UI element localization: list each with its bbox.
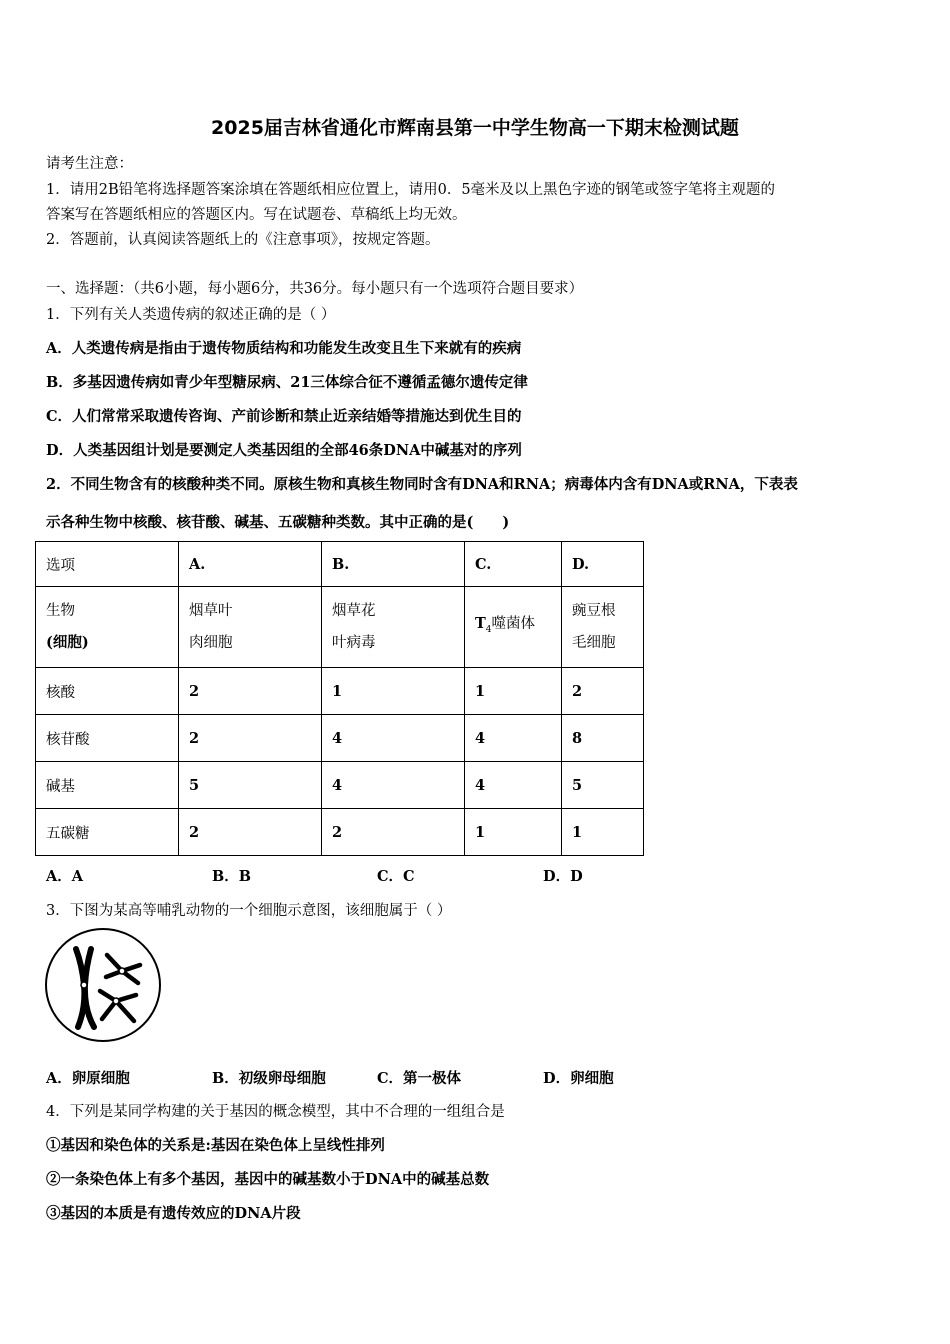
organism-label-line: 生物	[46, 603, 75, 619]
table-row	[36, 809, 644, 856]
table-cell: 2	[322, 809, 465, 856]
row-label: 核酸	[36, 668, 179, 715]
q3-option-b: B．初级卵母细胞	[212, 1070, 326, 1087]
notice-item-1-line-2: 答案写在答题纸相应的答题区内。写在试题卷、草稿纸上均无效。	[46, 207, 467, 223]
notice-item-2: 2．答题前，认真阅读答题纸上的《注意事项》，按规定答题。	[46, 232, 440, 248]
organism-text: 噬菌体	[491, 616, 536, 633]
q3-option-c: C．第一极体	[377, 1070, 462, 1087]
table-cell	[322, 587, 465, 668]
section-heading: 一、选择题：（共6小题，每小题6分，共36分。每小题只有一个选项符合题目要求）	[46, 281, 584, 297]
table-cell: 1	[322, 668, 465, 715]
table-row	[36, 587, 644, 668]
page-title: 2025届吉林省通化市辉南县第一中学生物高一下期末检测试题	[211, 117, 739, 139]
organism-text: T	[475, 615, 486, 633]
chromosome-small-upper	[106, 955, 140, 983]
table-cell: 4	[465, 715, 562, 762]
table-header-row	[36, 542, 644, 587]
table-header-cell: B.	[322, 542, 465, 587]
table-cell: 2	[179, 715, 322, 762]
table-row	[36, 668, 644, 715]
chromosome-small-lower	[100, 991, 136, 1021]
q4-stem: 4．下列是某同学构建的关于基因的概念模型，其中不合理的一组组合是	[46, 1104, 505, 1120]
cell-diagram	[44, 927, 164, 1045]
table-header-cell: D.	[562, 542, 644, 587]
q4-item-1: ①基因和染色体的关系是:基因在染色体上呈线性排列	[46, 1137, 385, 1154]
q1-stem: 1．下列有关人类遗传病的叙述正确的是（ ）	[46, 307, 336, 323]
table-cell: 1	[465, 668, 562, 715]
organism-line: 豌豆根	[572, 603, 616, 619]
q2-option-c: C．C	[377, 868, 415, 885]
organism-line: 毛细胞	[572, 635, 616, 651]
table-cell: 4	[322, 715, 465, 762]
table-cell: 4	[322, 762, 465, 809]
q2-option-a: A．A	[46, 868, 84, 885]
table-cell	[562, 587, 644, 668]
q2-stem-line-2: 示各种生物中核酸、核苷酸、碱基、五碳糖种类数。其中正确的是( )	[46, 514, 510, 531]
organism-subscript: 4	[485, 624, 492, 635]
row-label: 碱基	[36, 762, 179, 809]
centromere	[81, 982, 87, 988]
q3-stem: 3．下图为某高等哺乳动物的一个细胞示意图，该细胞属于（ ）	[46, 903, 452, 919]
q1-option-b: B．多基因遗传病如青少年型糖尿病、21三体综合征不遵循孟德尔遗传定律	[46, 374, 528, 391]
q1-option-d: D．人类基因组计划是要测定人类基因组的全部46条DNA中碱基对的序列	[46, 442, 522, 459]
table-cell: 5	[562, 762, 644, 809]
table-row	[36, 715, 644, 762]
q2-table	[35, 541, 644, 856]
row-label: 核苷酸	[36, 715, 179, 762]
table-header-cell: 选项	[36, 542, 179, 587]
notice-heading: 请考生注意：	[46, 156, 133, 172]
table-cell: 5	[179, 762, 322, 809]
notice-item-1-line-1: 1．请用2B铅笔将选择题答案涂填在答题纸相应位置上，请用0．5毫米及以上黑色字迹的钢笔或签字笔将主观题的	[46, 182, 776, 198]
q2-option-d: D．D	[543, 868, 583, 885]
organism-line: 烟草叶	[189, 603, 233, 619]
row-label: 五碳糖	[36, 809, 179, 856]
q3-option-d: D．卵细胞	[543, 1070, 614, 1087]
table-row	[36, 762, 644, 809]
table-cell: 2	[179, 809, 322, 856]
table-cell: 1	[562, 809, 644, 856]
table-cell: 2	[179, 668, 322, 715]
q2-stem-line-1: 2．不同生物含有的核酸种类不同。原核生物和真核生物同时含有DNA和RNA；病毒体内含有DNA或RNA，下表表	[46, 476, 798, 493]
table-cell	[36, 587, 179, 668]
q2-option-b: B．B	[212, 868, 252, 885]
q4-item-3: ③基因的本质是有遗传效应的DNA片段	[46, 1205, 301, 1222]
q4-item-2: ②一条染色体上有多个基因，基因中的碱基数小于DNA中的碱基总数	[46, 1171, 490, 1188]
table-cell: 4	[465, 762, 562, 809]
q3-option-a: A．卵原细胞	[46, 1070, 130, 1087]
organism-line: 叶病毒	[332, 635, 376, 651]
table-header-cell: C.	[465, 542, 562, 587]
table-cell	[465, 587, 562, 668]
cell-membrane	[46, 929, 160, 1041]
table-cell: 2	[562, 668, 644, 715]
table-header-cell: A.	[179, 542, 322, 587]
table-cell: 1	[465, 809, 562, 856]
organism-line: 肉细胞	[189, 635, 233, 651]
organism-label-line: (细胞)	[46, 634, 89, 651]
table-cell	[179, 587, 322, 668]
table-cell: 8	[562, 715, 644, 762]
organism-line: 烟草花	[332, 603, 376, 619]
q1-option-c: C．人们常常采取遗传咨询、产前诊断和禁止近亲结婚等措施达到优生目的	[46, 408, 522, 425]
q1-option-a: A．人类遗传病是指由于遗传物质结构和功能发生改变且生下来就有的疾病	[46, 340, 522, 357]
